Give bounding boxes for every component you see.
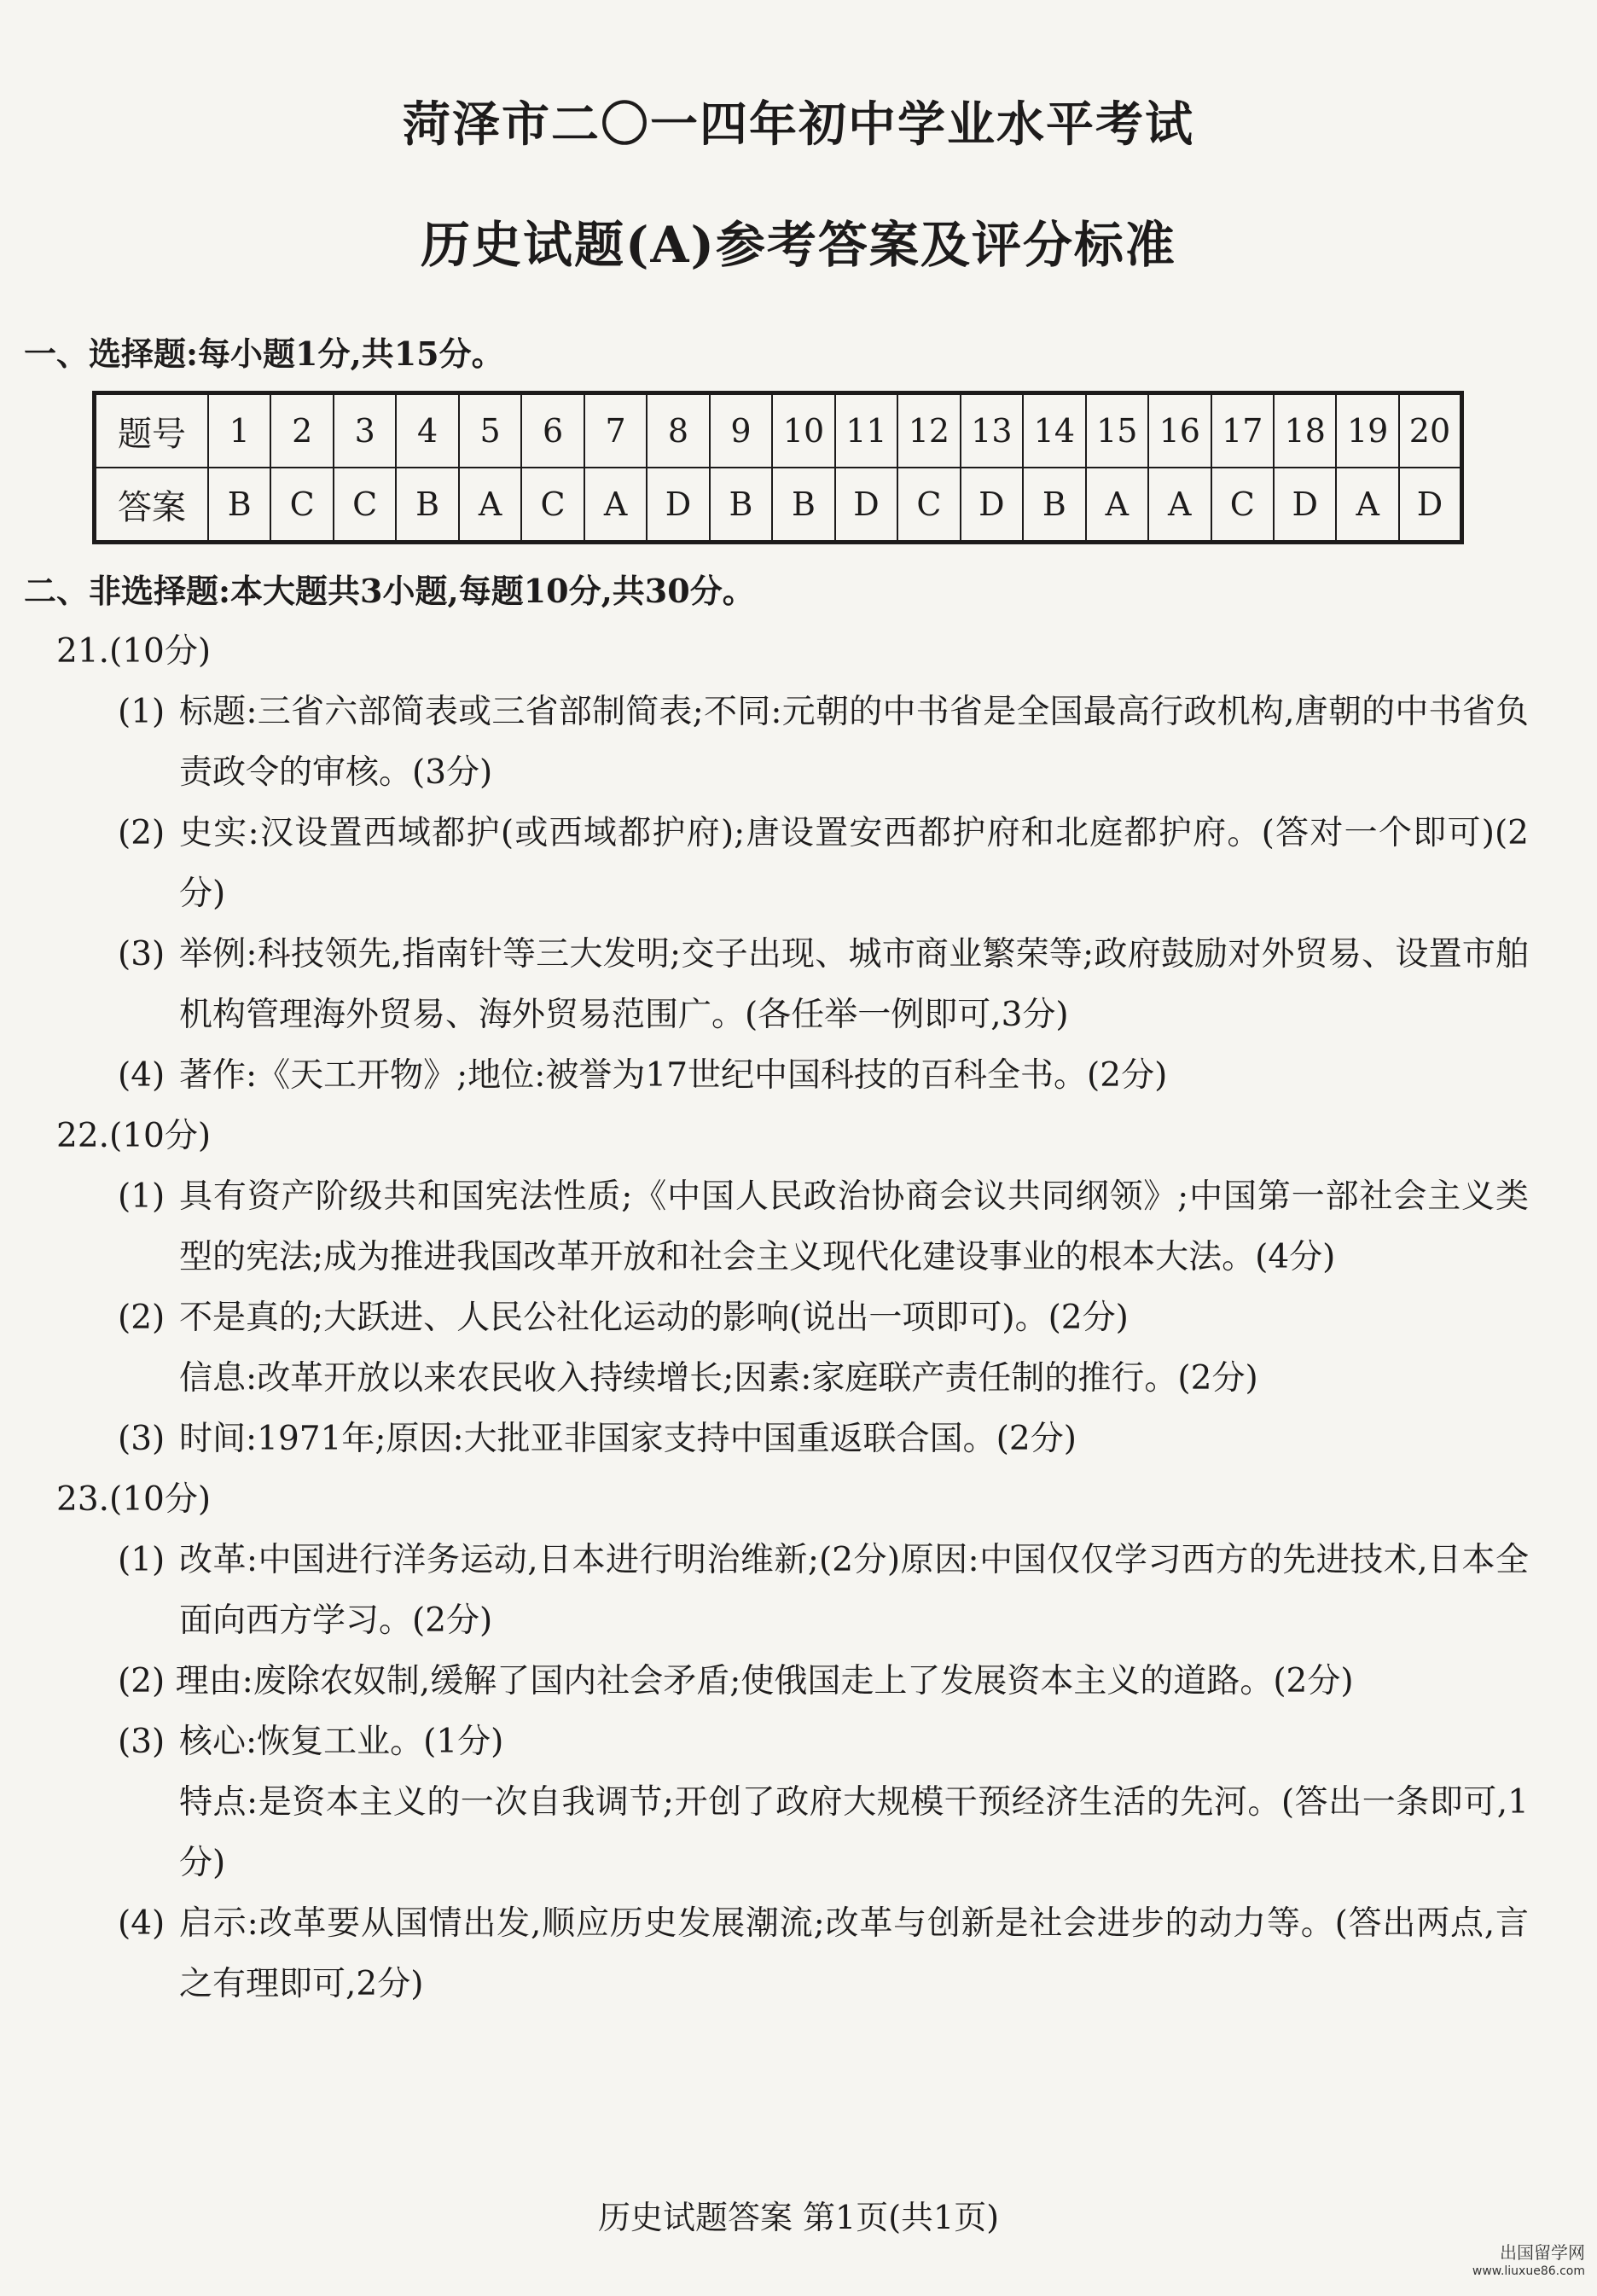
question-number: 8 [647,393,709,468]
part-text: 举例:科技领先,指南针等三大发明;交子出现、城市商业繁荣等;政府鼓励对外贸易、设置市舶机构管理海外贸易、海外贸易范围广。(各任举一例即可,3分) [179,935,1529,1034]
answer-key-title: 历史试题(A)参考答案及评分标准 [421,216,1176,274]
part-number: (1) [118,1541,166,1579]
answer-cell: D [835,468,897,543]
question-number: 16 [1148,393,1211,468]
question-number: 19 [1336,393,1398,468]
answer-cell: B [396,468,458,543]
part-number: (1) [118,1177,166,1216]
part-number: (4) [118,1904,166,1943]
answer-cell: C [897,468,960,543]
section-1-heading: 一、选择题:每小题1分,共15分。 [24,334,504,373]
answer-cell: D [961,468,1023,543]
answer-cell: B [208,468,270,543]
part-text: 时间:1971年;原因:大批亚非国家支持中国重返联合国。(2分) [179,1420,1077,1458]
answer-cell: C [1211,468,1274,543]
answer-cell: A [1148,468,1211,543]
question-23-part-2 [0,1651,1597,1712]
exam-title: 菏泽市二〇一四年初中学业水平考试 [403,96,1194,153]
part-text: 改革:中国进行洋务运动,日本进行明治维新;(2分)原因:中国仅仅学习西方的先进技术,日本全面向西方学习。(2分) [179,1541,1529,1640]
question-number: 14 [1023,393,1085,468]
part-text: 著作:《天工开物》;地位:被誉为17世纪中国科技的百科全书。(2分) [179,1056,1168,1095]
question-number: 7 [584,393,647,468]
page-footer: 历史试题答案 第1页(共1页) [597,2199,1000,2236]
question-number: 10 [772,393,834,468]
part-number: (2) [118,1662,166,1700]
question-number: 1 [208,393,270,468]
site-watermark [1472,2243,1585,2281]
answer-cell: C [334,468,396,543]
question-22-part-1 [0,1166,1597,1288]
question-21-part-1 [0,682,1597,803]
row-label-number: 题号 [95,393,209,468]
answer-cell: A [1086,468,1148,543]
question-number: 5 [459,393,521,468]
question-number: 3 [334,393,396,468]
question-22-part-2 [0,1288,1597,1348]
question-number: 6 [521,393,584,468]
part-number: (4) [118,1056,166,1095]
question-23-header: 23.(10分) [56,1480,212,1519]
part-text: 具有资产阶级共和国宪法性质;《中国人民政治协商会议共同纲领》;中国第一部社会主义类型的宪法;成为推进我国改革开放和社会主义现代化建设事业的根本大法。(4分) [179,1177,1529,1276]
part-text: 理由:废除农奴制,缓解了国内社会矛盾;使俄国走上了发展资本主义的道路。(2分) [175,1662,1354,1700]
question-22-part-2-info: 信息:改革开放以来农民收入持续增长;因素:家庭联产责任制的推行。(2分) [179,1359,1258,1398]
answer-cell: A [459,468,521,543]
question-number-row [95,393,1462,468]
answer-content [0,621,1597,2014]
part-text: 启示:改革要从国情出发,顺应历史发展潮流;改革与创新是社会进步的动力等。(答出两点,言之有理即可,2分) [179,1904,1529,2003]
question-23-part-4 [0,1893,1597,2014]
question-21-part-4 [0,1045,1597,1106]
part-text: 不是真的;大跃进、人民公社化运动的影响(说出一项即可)。(2分) [179,1299,1129,1337]
question-number: 20 [1399,393,1462,468]
watermark-url: www.liuxue86.com [1472,2264,1585,2278]
answer-cell: D [1274,468,1336,543]
question-number: 4 [396,393,458,468]
question-number: 9 [710,393,772,468]
question-22-header: 22.(10分) [56,1117,212,1155]
answer-cell: B [710,468,772,543]
row-label-answer: 答案 [95,468,209,543]
question-number: 11 [835,393,897,468]
question-23-part-3 [0,1712,1597,1772]
part-text: 核心:恢复工业。(1分) [179,1723,504,1761]
part-text: 标题:三省六部简表或三省部制简表;不同:元朝的中书省是全国最高行政机构,唐朝的中书省负责政令的审核。(3分) [179,693,1529,792]
answer-cell: D [647,468,709,543]
answer-cell: B [772,468,834,543]
answer-cell: A [1336,468,1398,543]
question-number: 13 [961,393,1023,468]
question-23-part-1 [0,1530,1597,1651]
question-number: 2 [270,393,333,468]
part-number: (2) [118,814,166,852]
answer-cell: A [584,468,647,543]
question-21-header: 21.(10分) [56,632,212,671]
part-number: (1) [118,693,166,731]
question-number: 18 [1274,393,1336,468]
question-21-part-3 [0,924,1597,1045]
answer-cell: B [1023,468,1085,543]
watermark-name: 出国留学网 [1500,2242,1585,2263]
answer-cell: C [521,468,584,543]
question-22-part-3 [0,1409,1597,1469]
question-number: 17 [1211,393,1274,468]
part-number: (3) [118,1723,166,1761]
part-text: 史实:汉设置西域都护(或西域都护府);唐设置安西都护府和北庭都护府。(答对一个即可)(2分) [179,814,1529,913]
section-2-heading: 二、非选择题:本大题共3小题,每题10分,共30分。 [24,572,755,610]
answer-table [92,391,1464,544]
question-number: 15 [1086,393,1148,468]
part-number: (3) [118,935,166,974]
answer-cell: D [1399,468,1462,543]
answer-row [95,468,1462,543]
part-number: (3) [118,1420,166,1458]
question-21-part-2 [0,803,1597,924]
part-number: (2) [118,1299,166,1337]
question-number: 12 [897,393,960,468]
question-23-part-3-feature: 特点:是资本主义的一次自我调节;开创了政府大规模干预经济生活的先河。(答出一条即可,1分) [179,1783,1529,1882]
answer-cell: C [270,468,333,543]
